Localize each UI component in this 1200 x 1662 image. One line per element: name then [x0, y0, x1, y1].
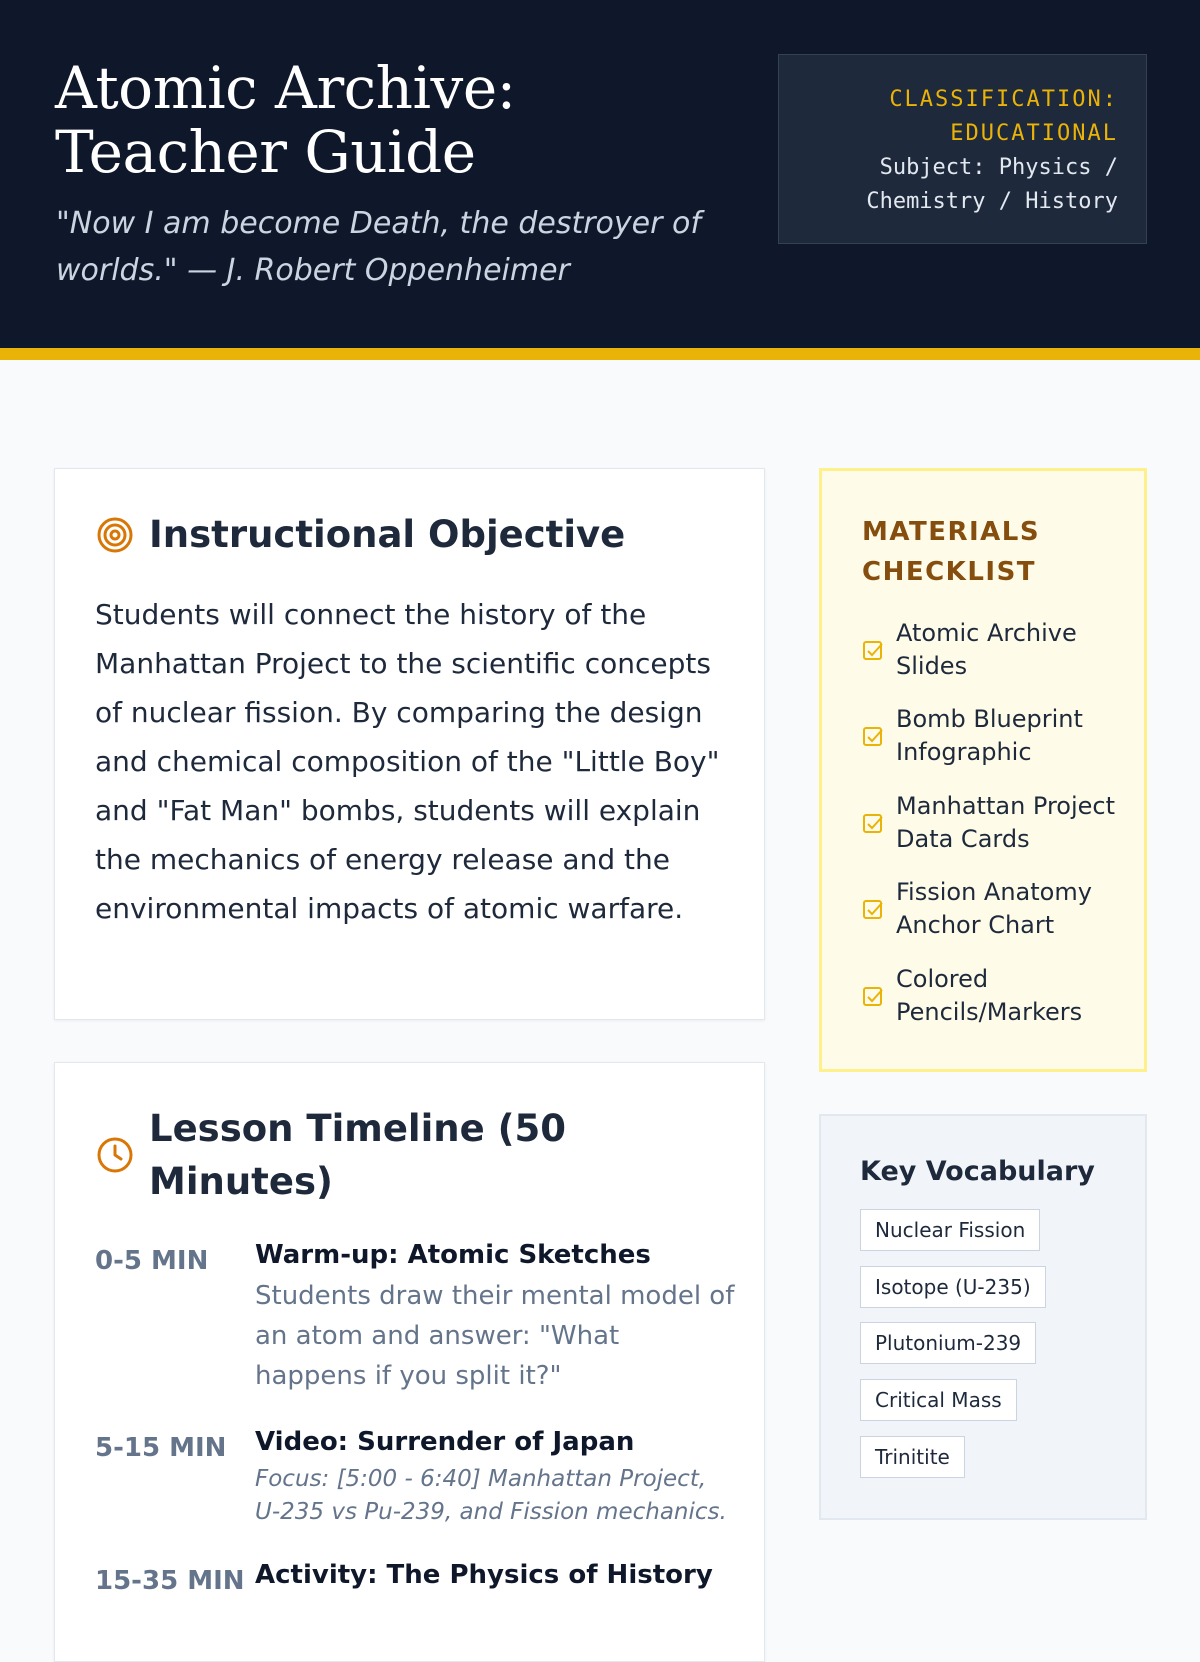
vocabulary-term: Critical Mass	[860, 1379, 1017, 1421]
vocabulary-term: Isotope (U-235)	[860, 1266, 1046, 1308]
objective-heading: Instructional Objective	[149, 513, 626, 556]
vocabulary-title: Key Vocabulary	[860, 1156, 1095, 1187]
classification-label: CLASSIFICATION: EDUCATIONAL	[889, 87, 1118, 146]
timeline-activity-title: Activity: The Physics of History	[255, 1560, 713, 1590]
timeline-activity-title: Video: Surrender of Japan	[255, 1427, 635, 1457]
materials-item: Colored Pencils/Markers	[896, 965, 1083, 1026]
checkbox-icon	[862, 640, 884, 662]
timeline-activity-description: Focus: [5:00 - 6:40] Manhattan Project, U-235 vs Pu-239, and Fission mechanics.	[255, 1466, 727, 1525]
timeline-activity-description: Students draw their mental model of an atom and answer: "What happens if you split it?"	[255, 1281, 735, 1391]
vocabulary-term: Trinitite	[860, 1436, 965, 1478]
materials-item: Fission Anatomy Anchor Chart	[896, 878, 1092, 939]
timeline-time: 5-15 MIN	[95, 1433, 227, 1463]
checkbox-icon	[862, 986, 884, 1008]
timeline-activity-title: Warm-up: Atomic Sketches	[255, 1240, 651, 1270]
objective-text: Students will connect the history of the Manhattan Project to the scientific concepts of nuclear fission. By comparing the design and chemical composition of the "Little Boy" and "Fat Man" bombs, students will explain the mechanics of energy release and the environmental impacts of atomic warfare.	[95, 598, 720, 925]
checkbox-icon	[862, 726, 884, 748]
timeline-time: 15-35 MIN	[95, 1566, 245, 1596]
page-title: Atomic Archive: Teacher Guide	[55, 54, 516, 186]
subject-label: Subject: Physics / Chemistry / History	[866, 155, 1118, 214]
header-quote: "Now I am become Death, the destroyer of worlds." — J. Robert Oppenheimer	[56, 206, 701, 288]
timeline-heading: Lesson Timeline (50 Minutes)	[149, 1107, 567, 1203]
header-accent-stripe	[0, 348, 1200, 360]
checkbox-icon	[862, 813, 884, 835]
classification-box	[778, 54, 1147, 244]
materials-item: Bomb Blueprint Infographic	[896, 705, 1083, 766]
target-icon	[96, 516, 134, 554]
materials-item: Manhattan Project Data Cards	[896, 792, 1116, 853]
timeline-time: 0-5 MIN	[95, 1246, 209, 1276]
vocabulary-term: Nuclear Fission	[860, 1209, 1040, 1251]
clock-icon	[96, 1136, 134, 1174]
materials-title: MATERIALS CHECKLIST	[862, 517, 1041, 587]
materials-item: Atomic Archive Slides	[896, 619, 1077, 680]
checkbox-icon	[862, 899, 884, 921]
vocabulary-term: Plutonium-239	[860, 1322, 1036, 1364]
